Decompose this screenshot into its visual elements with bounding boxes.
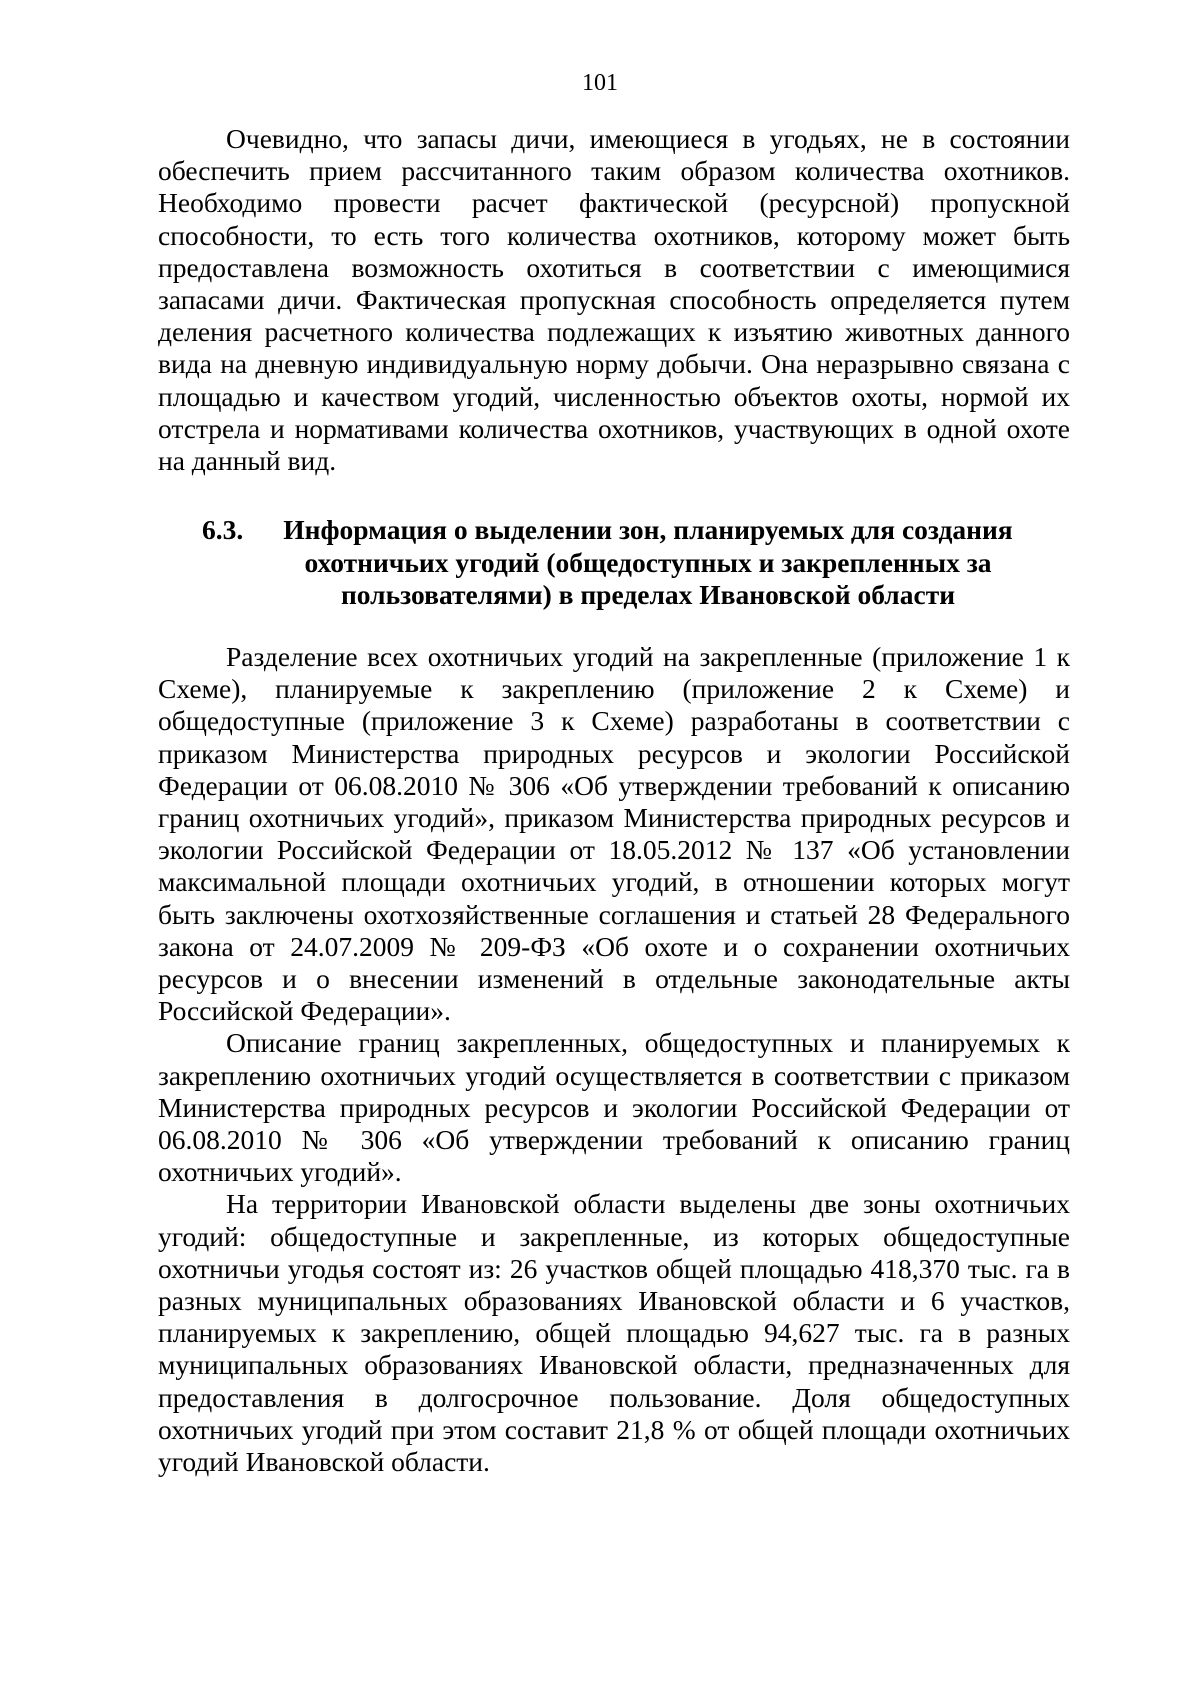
section-paragraph: На территории Ивановской области выделены две зоны охотничьих угодий: общедоступные и закрепленные, из которых общедоступные охотничьи угодья состоят из: 26 участков общей площадью 418,370 тыс. га в разных муниципальных образованиях Ивановской области и 6 участков, планируемых к закреплению, общей площадью 94,627 тыс. га в разных муниципальных образованиях Ивановской области, предназначенных для предоставления в долгосрочное пользование. Доля общедоступных охотничьих угодий при этом составит 21,8 % от общей площади охотничьих угодий Ивановской области. <box>158 1188 1070 1478</box>
page-number: 101 <box>582 70 618 96</box>
intro-paragraph: Очевидно, что запасы дичи, имеющиеся в угодьях, не в состоянии обеспечить прием рассчитанного таким образом количества охотников. Необходимо провести расчет фактической (ресурсной) пропускной способности, то есть того количества охотников, которому может быть предоставлена возможность охотиться в соответствии с имеющимися запасами дичи. Фактическая пропускная способность определяется путем деления расчетного количества подлежащих к изъятию животных данного вида на дневную индивидуальную норму добычи. Она неразрывно связана с площадью и качеством угодий, численностью объектов охоты, нормой их отстрела и нормативами количества охотников, участвующих в одной охоте на данный вид. <box>158 123 1070 477</box>
section-heading <box>158 514 1070 612</box>
section-paragraph: Разделение всех охотничьих угодий на закрепленные (приложение 1 к Схеме), планируемые к закреплению (приложение 2 к Схеме) и общедоступные (приложение 3 к Схеме) разработаны в соответствии с приказом Министерства природных ресурсов и экологии Российской Федерации от 06.08.2010 № 306 «Об утверждении требований к описанию границ охотничьих угодий», приказом Министерства природных ресурсов и экологии Российской Федерации от 18.05.2012 № 137 «Об установлении максимальной площади охотничьих угодий, в отношении которых могут быть заключены охотхозяйственные соглашения и статьей 28 Федерального закона от 24.07.2009 № 209-ФЗ «Об охоте и о сохранении охотничьих ресурсов и о внесении изменений в отдельные законодательные акты Российской Федерации». <box>158 641 1070 1027</box>
section-body <box>158 641 1070 1478</box>
section-title: Информация о выделении зон, планируемых для создания охотничьих угодий (общедоступных и закрепленных за пользователями) в пределах Ивановской области <box>283 514 1013 610</box>
intro-text-block <box>158 123 1070 477</box>
section-number: 6.3. <box>202 514 244 545</box>
section-paragraph: Описание границ закрепленных, общедоступных и планируемых к закреплению охотничьих угодий осуществляется в соответствии с приказом Министерства природных ресурсов и экологии Российской Федерации от 06.08.2010 № 306 «Об утверждении требований к описанию границ охотничьих угодий». <box>158 1027 1070 1188</box>
